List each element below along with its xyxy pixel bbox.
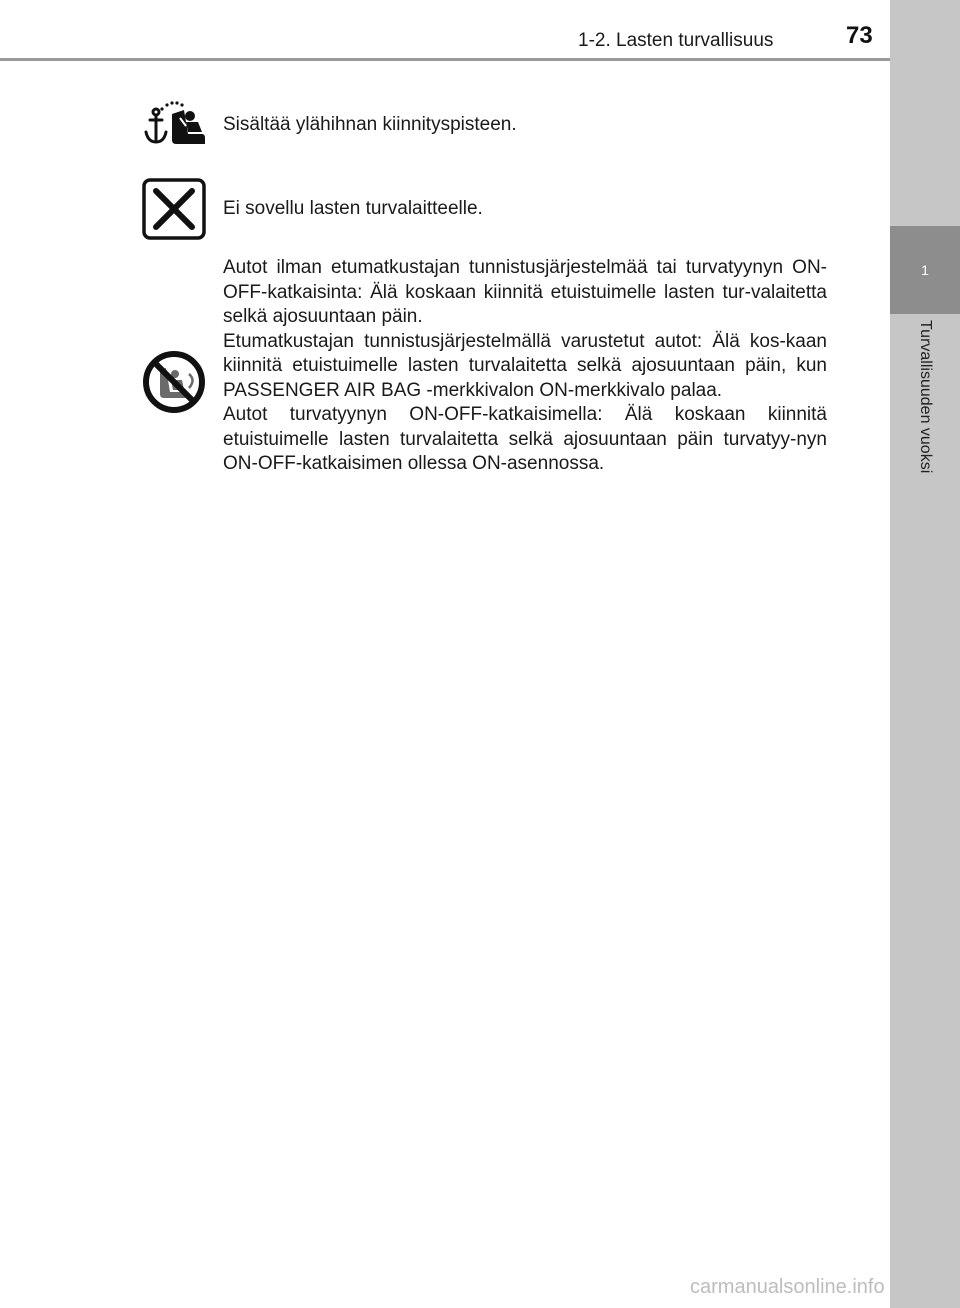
- chapter-number: 1: [921, 262, 929, 278]
- paragraph: Autot ilman etumatkustajan tunnistusjärjestelmää tai turvatyynyn ON-OFF-katkaisinta: Älä koskaan kiinnitä etuistuimelle lasten tur-valaitetta selkä ajosuuntaan päin.: [223, 257, 827, 327]
- header-divider: [0, 58, 890, 61]
- chapter-tab: [890, 226, 960, 314]
- chapter-title-wrap: [890, 320, 960, 540]
- legend-row-no-rear-facing: [0, 255, 890, 505]
- paragraph: Autot turvatyynyn ON-OFF-katkaisimella: Älä koskaan kiinnitä etuistuimelle lasten turvalaitetta selkä ajosuuntaan päin turvatyy-nyn ON-OFF-katkaisimen ollessa ON-asennossa.: [223, 404, 827, 474]
- page-number: 73: [846, 22, 873, 49]
- footer-watermark: carmanualsonline.info: [690, 1276, 885, 1298]
- legend-text: Ei sovellu lasten turvalaitteelle.: [223, 198, 483, 219]
- top-tether-child-seat-icon: [142, 100, 206, 164]
- not-suitable-x-icon: [142, 178, 206, 242]
- no-rear-facing-child-seat-icon: [142, 350, 206, 414]
- chapter-title: Turvallisuuden vuoksi: [917, 320, 934, 474]
- legend-row-not-suitable: [0, 178, 890, 242]
- section-title: 1-2. Lasten turvallisuus: [578, 30, 774, 51]
- paragraph: Etumatkustajan tunnistusjärjestelmällä varustetut autot: Älä kos-kaan kiinnitä etuistuimelle lasten turvalaitetta selkä ajosuuntaan päin, kun PASSENGER AIR BAG -merkkivalon ON-merkkivalo palaa.: [223, 330, 827, 401]
- side-tab: [890, 0, 960, 1308]
- legend-text-block: [223, 256, 827, 477]
- legend-text: Sisältää ylähihnan kiinnityspisteen.: [223, 114, 517, 135]
- legend-row-top-tether: [0, 100, 890, 160]
